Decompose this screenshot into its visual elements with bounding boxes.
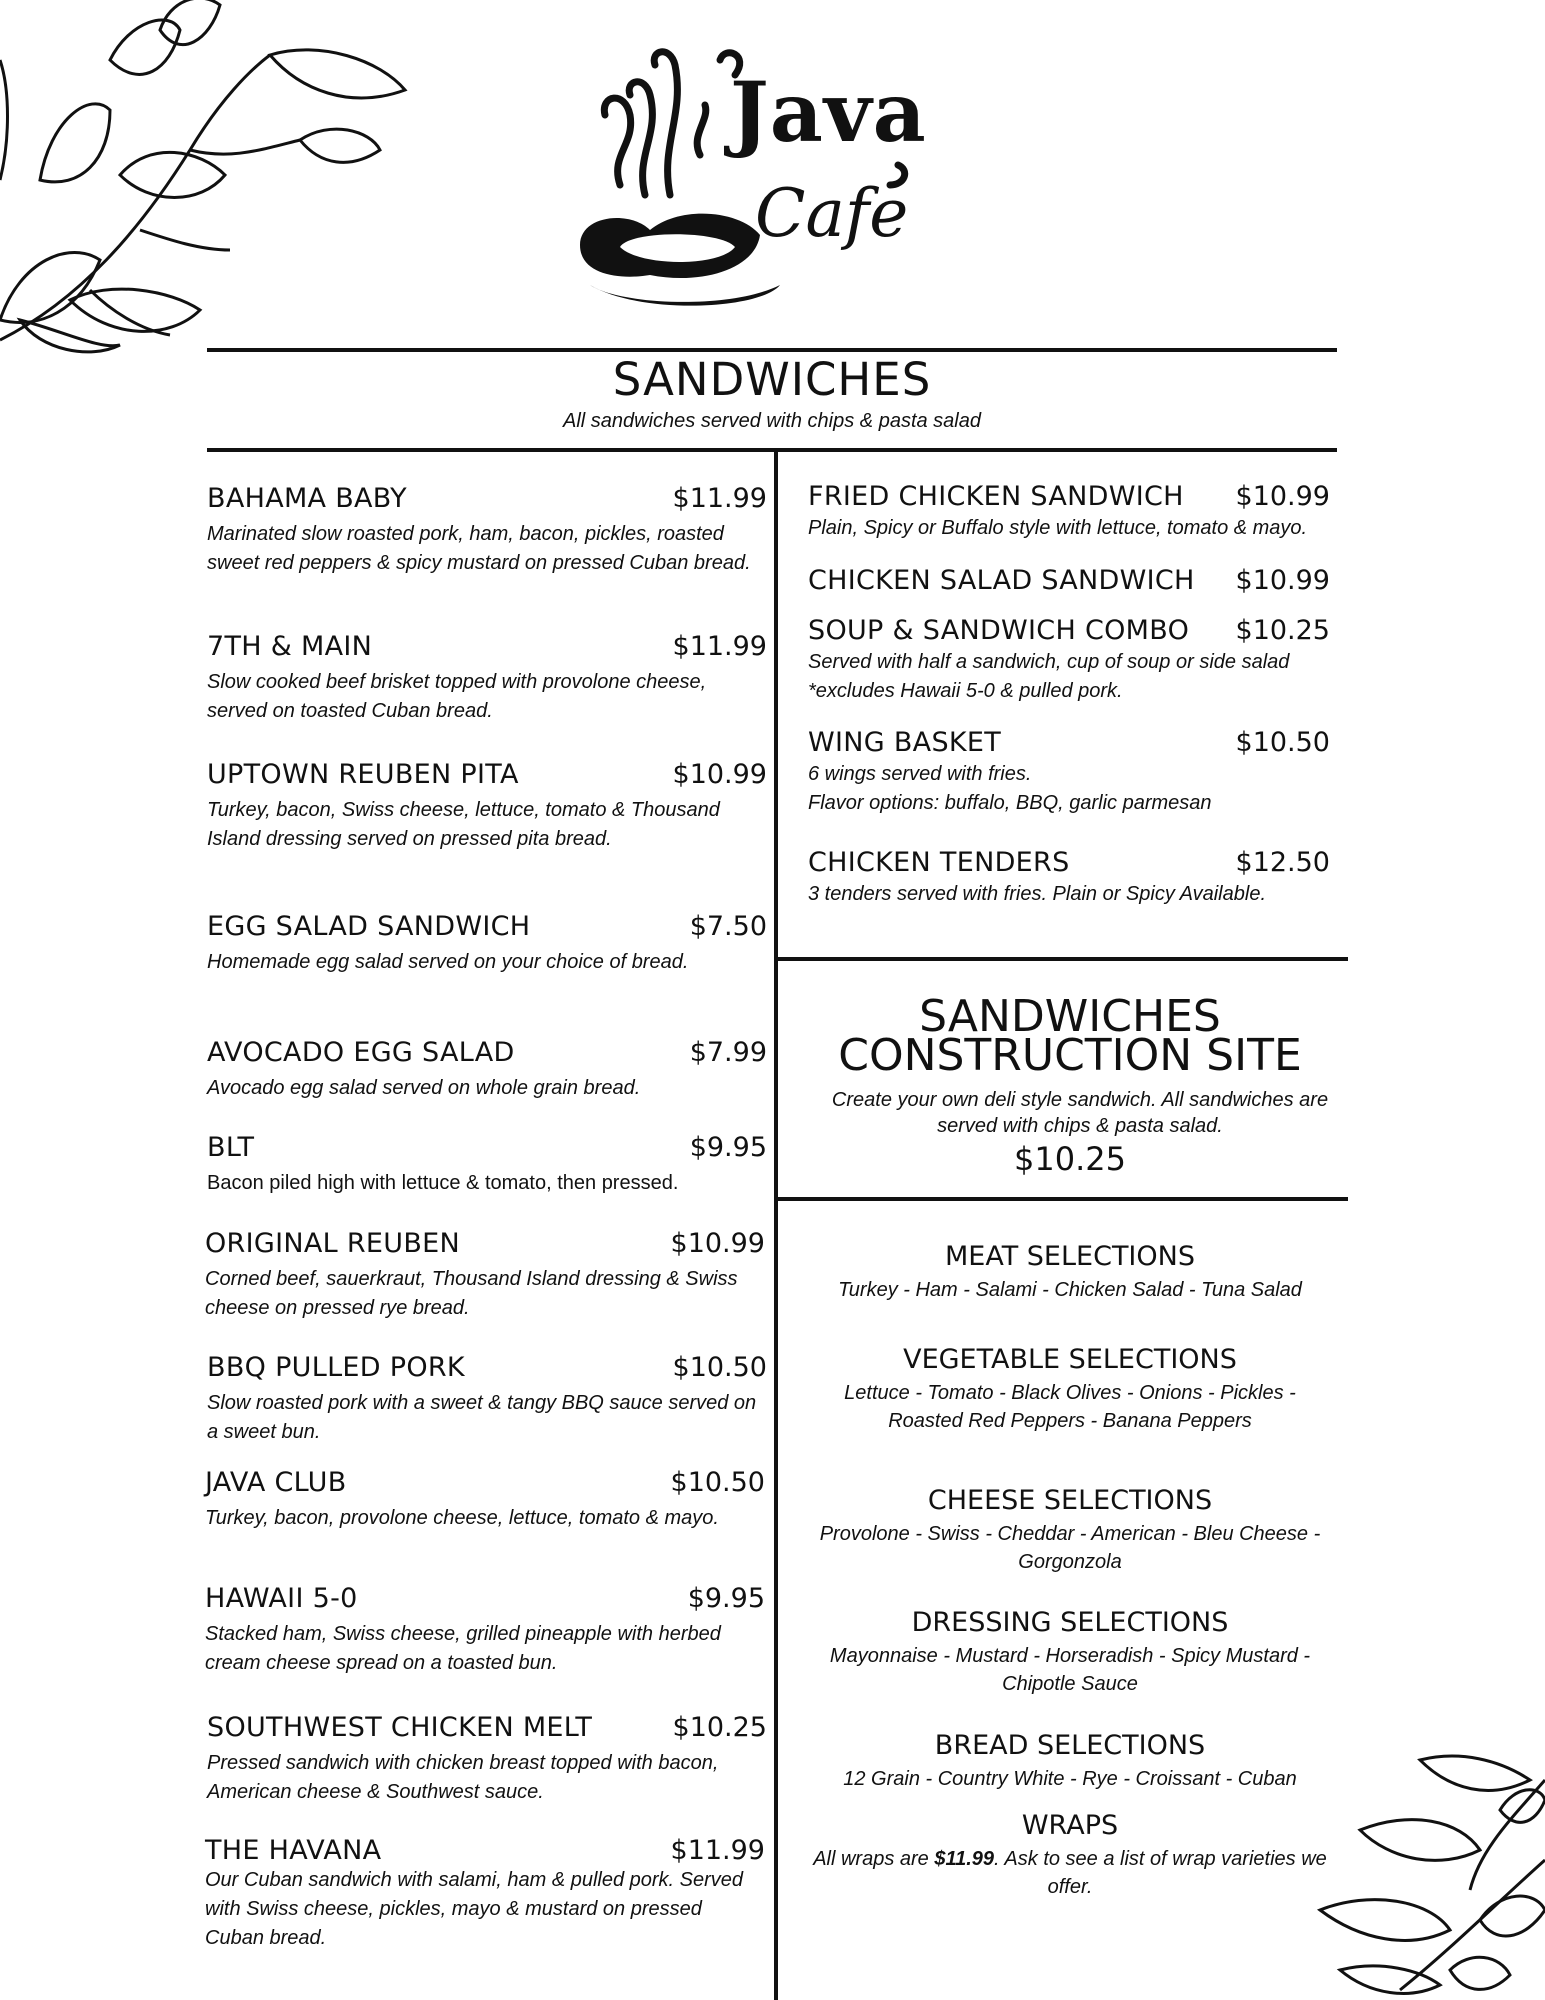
construction-price: $10.25 <box>1014 1140 1126 1178</box>
item-name: HAWAII 5-0 <box>205 1583 358 1614</box>
item-description-flavors: Flavor options: buffalo, BBQ, garlic parmesan <box>808 792 1212 814</box>
item-price: $11.99 <box>672 631 767 662</box>
selection-group <box>780 1344 1360 1435</box>
leaf-branch-illustration-top-left <box>0 0 420 360</box>
item-description: Bacon piled high with lettuce & tomato, then pressed. <box>207 1172 679 1194</box>
page-subtitle: All sandwiches served with chips & pasta salad <box>563 410 981 432</box>
item-name: WING BASKET <box>808 727 1002 758</box>
item-name: BLT <box>207 1132 255 1163</box>
item-name: JAVA CLUB <box>205 1467 347 1498</box>
item-name: SOUTHWEST CHICKEN MELT <box>207 1712 593 1743</box>
header-divider <box>207 448 1337 452</box>
item-name: CHICKEN SALAD SANDWICH <box>808 565 1195 596</box>
selection-list: Lettuce - Tomato - Black Olives - Onions - Pickles - Roasted Red Peppers - Banana Peppers <box>844 1382 1296 1432</box>
selection-title: CHEESE SELECTIONS <box>927 1485 1213 1516</box>
selection-title: DRESSING SELECTIONS <box>911 1607 1229 1638</box>
wraps-text-after: . Ask to see a list of wrap varieties we offer. <box>994 1848 1327 1898</box>
wraps-title: WRAPS <box>1021 1810 1119 1841</box>
item-price: $11.99 <box>670 1835 765 1866</box>
item-description: 3 tenders served with fries. Plain or Spicy Available. <box>808 883 1266 905</box>
item-description: Slow roasted pork with a sweet & tangy BBQ sauce served on a sweet bun. <box>207 1392 757 1443</box>
menu-item <box>808 727 1330 818</box>
item-name: AVOCADO EGG SALAD <box>207 1037 515 1068</box>
wraps-price: $11.99 <box>934 1848 995 1870</box>
menu-item <box>205 1835 765 1953</box>
menu-item <box>205 1228 765 1323</box>
selection-title: VEGETABLE SELECTIONS <box>903 1344 1237 1375</box>
item-description: Plain, Spicy or Buffalo style with lettuce, tomato & mayo. <box>808 517 1308 539</box>
item-price: $10.50 <box>670 1467 765 1498</box>
menu-item <box>207 1132 767 1198</box>
item-price: $10.99 <box>670 1228 765 1259</box>
item-name: 7TH & MAIN <box>207 631 373 662</box>
item-price: $9.95 <box>689 1132 767 1163</box>
item-price: $10.99 <box>1235 565 1330 596</box>
item-price: $7.50 <box>689 911 767 942</box>
item-description: Our Cuban sandwich with salami, ham & pulled pork. Served with Swiss cheese, pickles, mayo & mustard on pressed Cuban bread. <box>205 1869 744 1949</box>
wraps-text-before: All wraps are <box>813 1848 935 1870</box>
item-name: UPTOWN REUBEN PITA <box>207 759 519 790</box>
item-description: Stacked ham, Swiss cheese, grilled pineapple with herbed cream cheese spread on a toasted bun. <box>205 1623 721 1674</box>
selection-list: 12 Grain - Country White - Rye - Croissant - Cuban <box>843 1768 1297 1790</box>
selection-title: BREAD SELECTIONS <box>934 1730 1206 1761</box>
item-description: Turkey, bacon, Swiss cheese, lettuce, tomato & Thousand Island dressing served on pressed pita bread. <box>207 799 720 850</box>
menu-item <box>207 483 767 578</box>
construction-title-line2: CONSTRUCTION SITE <box>838 1030 1302 1081</box>
menu-item <box>205 1583 765 1678</box>
item-price: $10.50 <box>672 1352 767 1383</box>
top-divider <box>207 348 1337 352</box>
item-description: Marinated slow roasted pork, ham, bacon, pickles, roasted sweet red peppers & spicy mustard on pressed Cuban bread. <box>207 523 751 574</box>
selection-group <box>780 1485 1360 1576</box>
java-cafe-logo <box>560 35 960 320</box>
item-name: ORIGINAL REUBEN <box>205 1228 461 1259</box>
page-title: SANDWICHES <box>612 353 932 406</box>
item-description: 6 wings served with fries. <box>808 763 1032 785</box>
selection-group <box>780 1607 1360 1698</box>
item-name: BAHAMA BABY <box>207 483 407 514</box>
item-description: Avocado egg salad served on whole grain bread. <box>207 1077 641 1099</box>
selection-group <box>780 1730 1360 1793</box>
selection-list: Mayonnaise - Mustard - Horseradish - Spicy Mustard - Chipotle Sauce <box>829 1645 1311 1695</box>
menu-item <box>808 565 1330 596</box>
item-price: $10.99 <box>672 759 767 790</box>
menu-item <box>205 1467 765 1533</box>
item-name: CHICKEN TENDERS <box>808 847 1070 878</box>
logo-wordmark-java: Java <box>730 65 927 161</box>
item-price: $9.95 <box>687 1583 765 1614</box>
selection-list: Turkey - Ham - Salami - Chicken Salad - Tuna Salad <box>838 1279 1302 1301</box>
item-price: $12.50 <box>1235 847 1330 878</box>
item-description: Corned beef, sauerkraut, Thousand Island dressing & Swiss cheese on pressed rye bread. <box>205 1268 738 1319</box>
item-description: Homemade egg salad served on your choice of bread. <box>207 951 689 973</box>
item-price: $10.25 <box>1235 615 1330 646</box>
menu-item <box>207 1352 767 1447</box>
item-description: Slow cooked beef brisket topped with provolone cheese, served on toasted Cuban bread. <box>207 671 707 722</box>
construction-description: Create your own deli style sandwich. All sandwiches are served with chips & pasta salad. <box>831 1089 1329 1137</box>
item-name: SOUP & SANDWICH COMBO <box>808 615 1190 646</box>
item-description: Pressed sandwich with chicken breast topped with bacon, American cheese & Southwest sauce. <box>207 1752 719 1803</box>
wraps-description <box>780 1845 1360 1901</box>
item-description: Turkey, bacon, provolone cheese, lettuce, tomato & mayo. <box>205 1507 719 1529</box>
item-price: $10.50 <box>1235 727 1330 758</box>
item-price: $10.99 <box>1235 481 1330 512</box>
selection-title: MEAT SELECTIONS <box>944 1241 1195 1272</box>
item-price: $7.99 <box>689 1037 767 1068</box>
menu-item <box>207 1037 767 1103</box>
item-name: BBQ PULLED PORK <box>207 1352 465 1383</box>
item-name: THE HAVANA <box>205 1835 382 1866</box>
item-price: $10.25 <box>672 1712 767 1743</box>
item-description: Served with half a sandwich, cup of soup or side salad *excludes Hawaii 5-0 & pulled pork. <box>808 651 1290 702</box>
menu-item <box>207 1712 767 1807</box>
item-name: FRIED CHICKEN SANDWICH <box>808 481 1184 512</box>
menu-item <box>808 481 1330 543</box>
column-divider <box>774 450 778 2000</box>
menu-item <box>808 847 1330 909</box>
menu-item <box>207 759 767 854</box>
construction-bottom-divider <box>778 1197 1348 1201</box>
item-name: EGG SALAD SANDWICH <box>207 911 531 942</box>
menu-item <box>207 911 767 977</box>
item-price: $11.99 <box>672 483 767 514</box>
wraps-section <box>780 1810 1360 1901</box>
construction-top-divider <box>778 957 1348 961</box>
construction-title-line1: SANDWICHES <box>919 991 1221 1042</box>
selection-list: Provolone - Swiss - Cheddar - American - Bleu Cheese - Gorgonzola <box>819 1523 1321 1573</box>
selection-group <box>780 1241 1360 1304</box>
logo-wordmark-cafe: Cafe <box>755 175 909 252</box>
menu-item <box>808 615 1330 706</box>
menu-item <box>207 631 767 726</box>
